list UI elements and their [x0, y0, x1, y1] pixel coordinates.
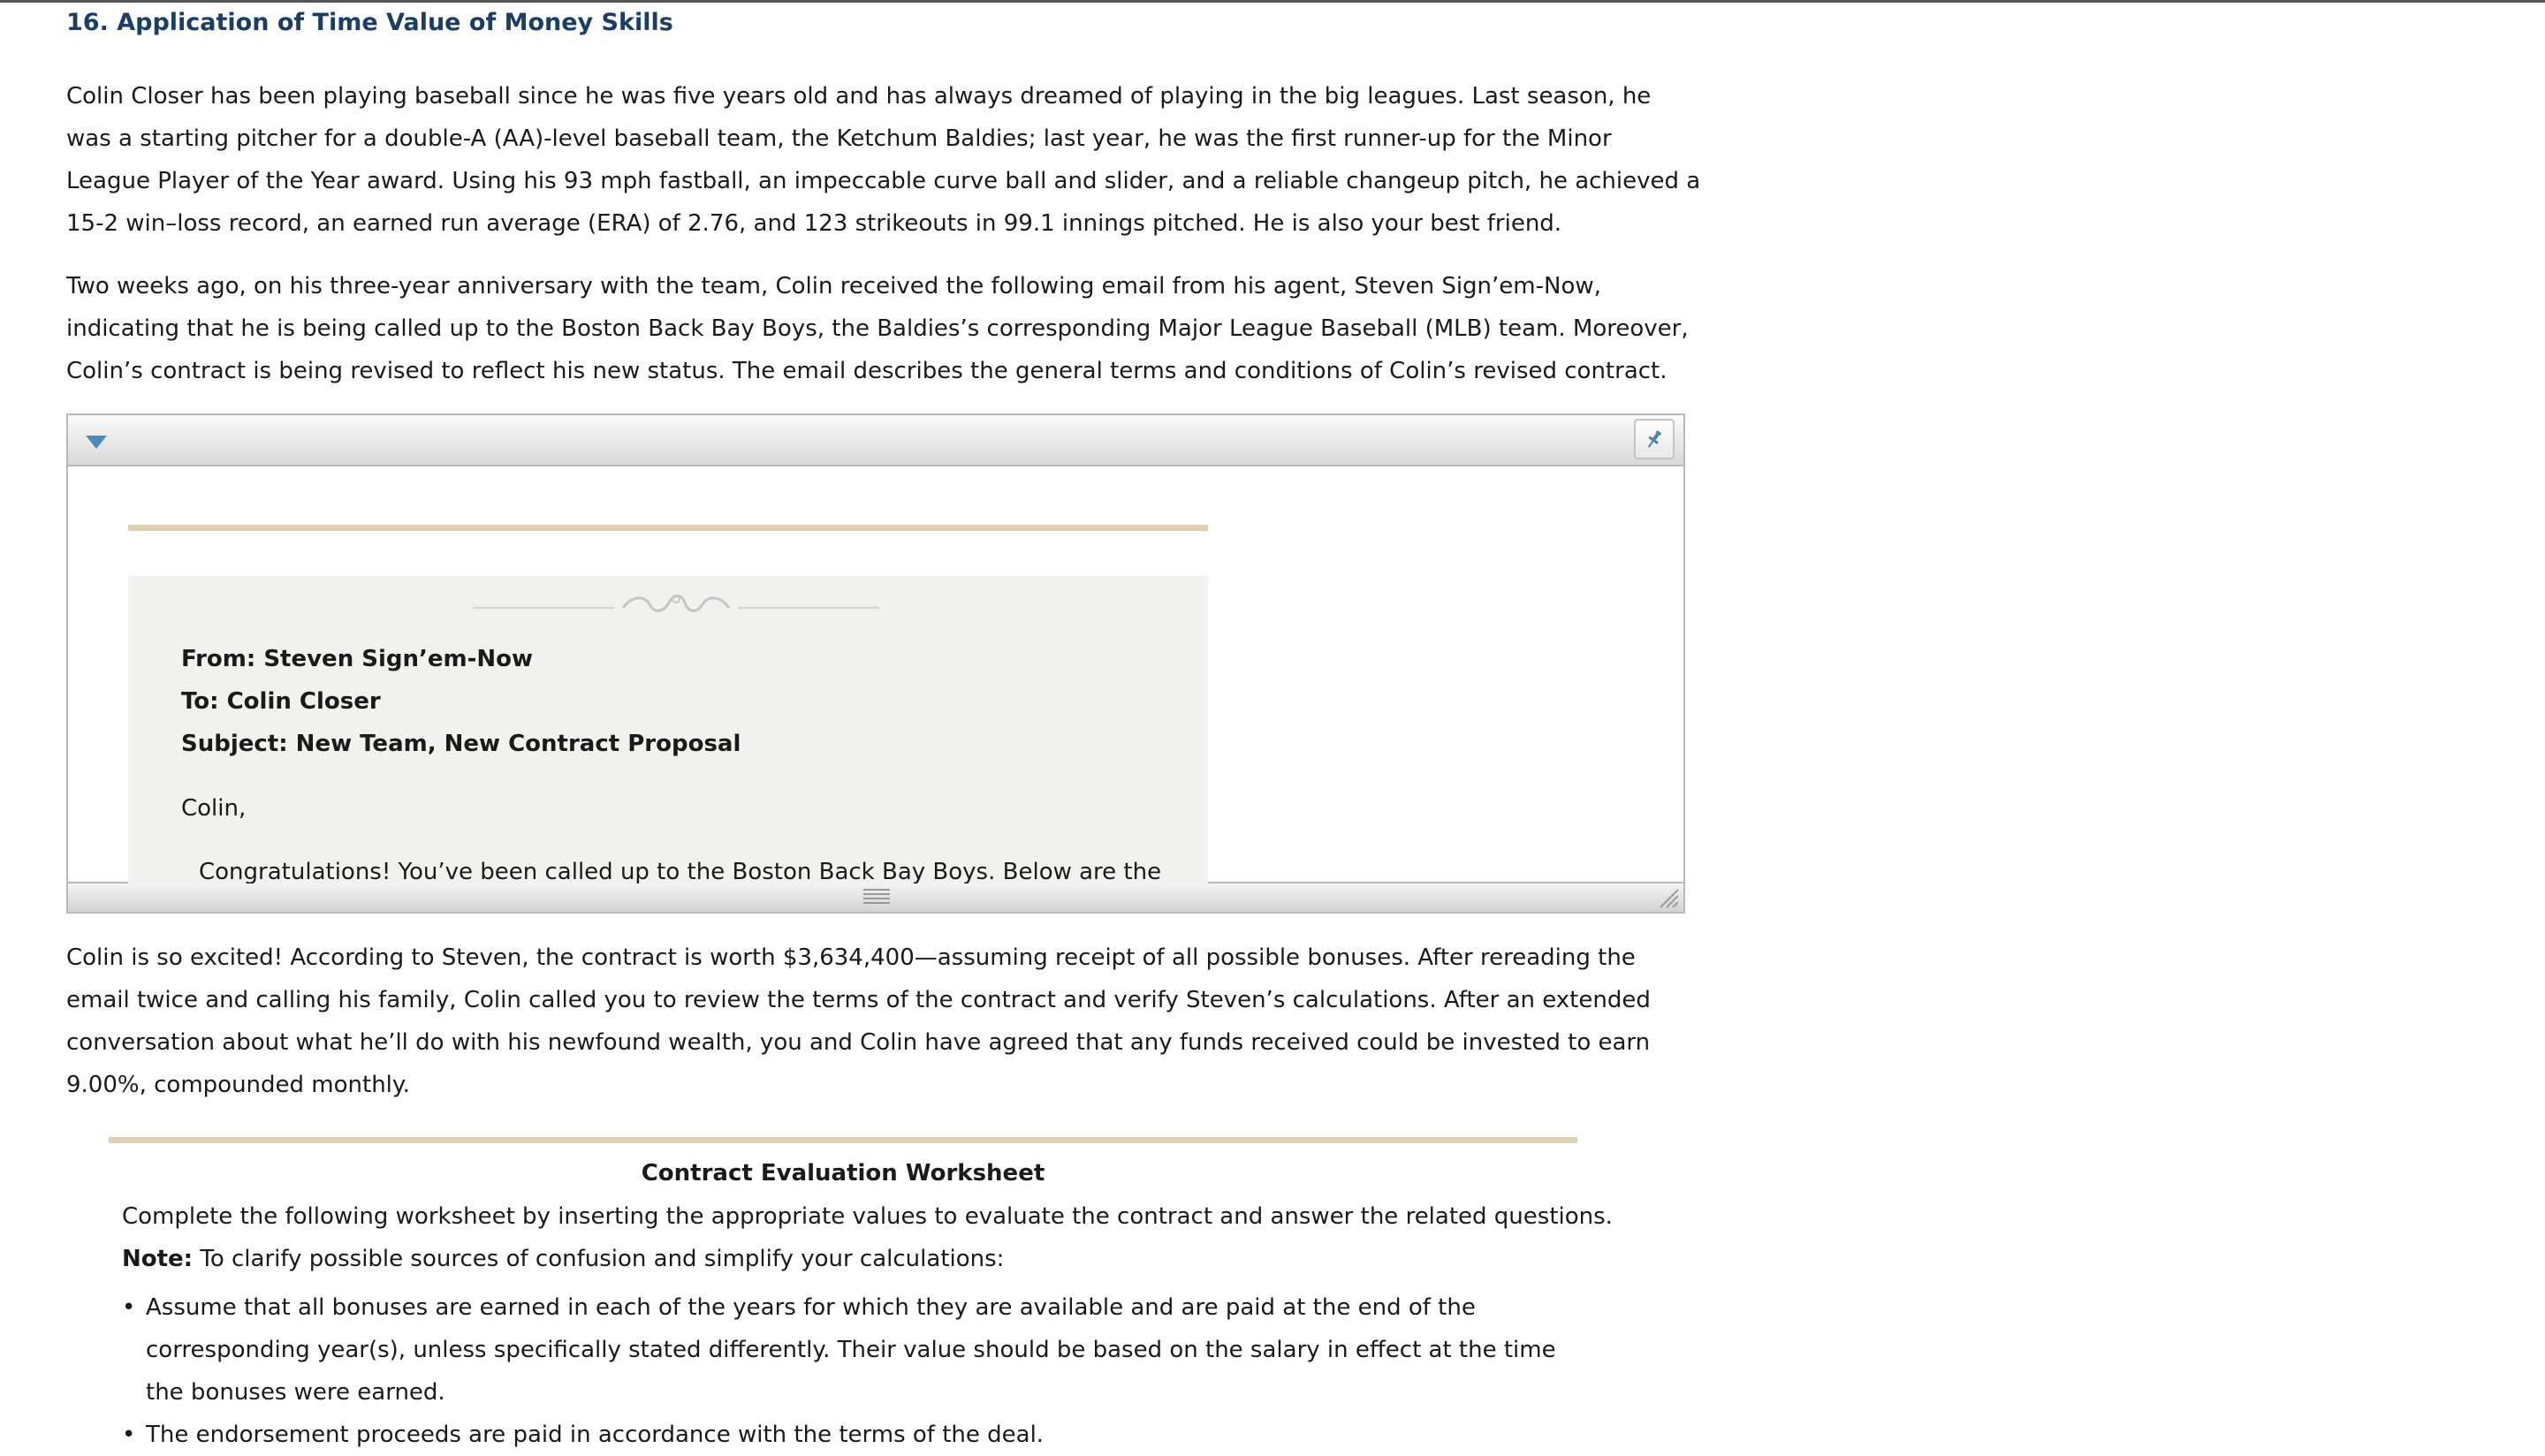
flourish-ornament-icon [473, 592, 879, 627]
bullet-icon: • [122, 1422, 136, 1448]
after-email-paragraph: Colin is so excited! According to Steven, the contract is worth $3,634,400—assuming receipt of all possible bonuses. After rereading the email twice and calling his family, Colin called you to review the terms of the contract and verify Steven’s calculations. After an extended conversation about what he’ll do with his newfound wealth, you and Colin have agreed that any funds received could be invested to earn 9.00%, compounded monthly. [66, 944, 1651, 1098]
note-label: Note: [122, 1246, 194, 1272]
email-panel-header [68, 415, 1683, 466]
email-panel-footer [68, 882, 1683, 912]
pushpin-icon [1644, 428, 1665, 450]
list-item [122, 1286, 1571, 1414]
worksheet-top-rule [109, 1137, 1577, 1143]
worksheet-note [122, 1246, 1004, 1272]
bullet-text: The endorsement proceeds are paid in accordance with the terms of the deal. [146, 1422, 1045, 1448]
worksheet-title: Contract Evaluation Worksheet [641, 1160, 1045, 1187]
email-body-text: Congratulations! You’ve been called up to the Boston Back Bay Boys. Below are the [199, 859, 1162, 883]
drag-grip-icon[interactable] [863, 889, 890, 905]
intro-paragraph-1: Colin Closer has been playing baseball since he was five years old and has always dreamed of playing in the big leagues. Last season, he was a starting pitcher for a double-A (AA)-level baseball team, the Ketchum Baldies; last year, he was the first runner-up for the Minor League Player of the Year award. Using his 93 mph fastball, an impeccable curve ball and slider, and a reliable changeup pitch, he achieved a 15-2 win–loss record, an earned run average (ERA) of 2.76, and 123 strikeouts in 99.1 innings pitched. He is also your best friend. [66, 83, 1701, 237]
email-from: From: Steven Sign’em-Now [181, 646, 534, 672]
note-text: To clarify possible sources of confusion and simplify your calculations: [193, 1246, 1005, 1272]
email-to: To: Colin Closer [181, 688, 381, 715]
collapse-triangle-icon[interactable] [84, 433, 109, 451]
question-title: 16. Application of Time Value of Money Skills [66, 9, 673, 36]
email-subject: Subject: New Team, New Contract Proposal [181, 731, 741, 757]
email-card-clip [68, 465, 1683, 883]
intro-paragraph-2: Two weeks ago, on his three-year anniversary with the team, Colin received the following email from his agent, Steven Sign’em-Now, indicating that he is being called up to the Boston Back Bay Boys, the Baldies’s corresponding Major League Baseball (MLB) team. Moreover, Colin’s contract is being revised to reflect his new status. The email describes the general terms and conditions of Colin’s revised contract. [66, 273, 1689, 384]
resize-corner-icon[interactable] [1657, 886, 1680, 909]
pin-button[interactable] [1634, 419, 1675, 459]
worksheet-instruction: Complete the following worksheet by inserting the appropriate values to evaluate the contract and answer the related questions. [122, 1203, 1613, 1230]
bullet-icon: • [122, 1294, 136, 1321]
bullet-text: Assume that all bonuses are earned in each of the years for which they are available and are paid at the end of the corresponding year(s), unless specifically stated differently. Their value should be based on the salary in effect at the time the bonuses were earned. [146, 1294, 1556, 1406]
top-divider [0, 0, 2545, 3]
list-item [122, 1414, 1571, 1456]
email-salutation: Colin, [181, 795, 247, 822]
